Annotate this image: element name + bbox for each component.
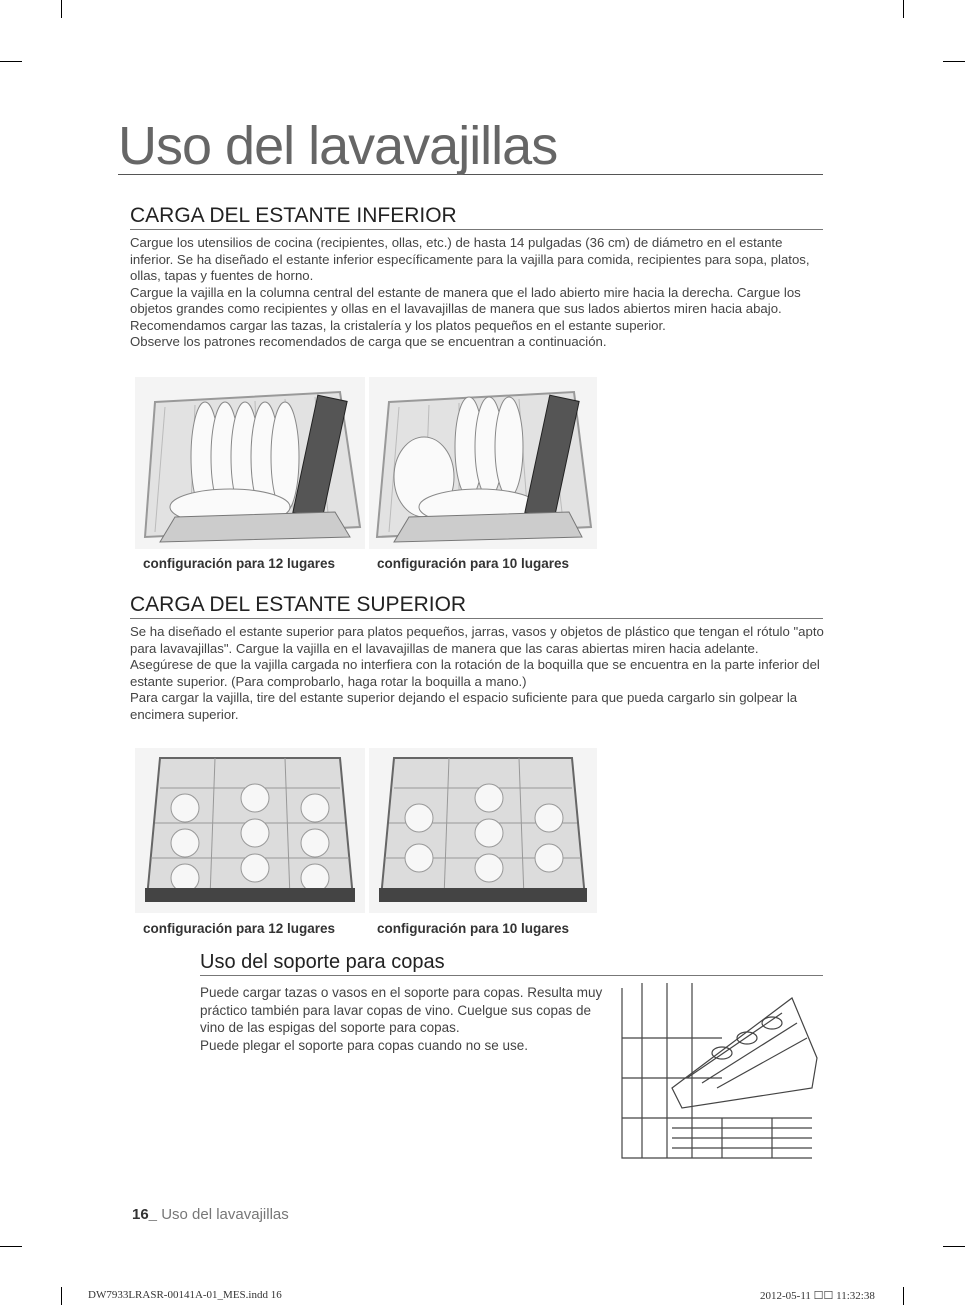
lower-rack-10-place-photo bbox=[369, 377, 597, 549]
crop-mark bbox=[903, 0, 904, 18]
upper-rack-12-place-caption: configuración para 12 lugares bbox=[143, 921, 336, 936]
upper-rack-heading: CARGA DEL ESTANTE SUPERIOR bbox=[130, 593, 823, 619]
upper-rack-text bbox=[130, 624, 825, 723]
paragraph: Puede plegar el soporte para copas cuando no se use. bbox=[200, 1037, 528, 1053]
page-number: 16_ bbox=[132, 1206, 158, 1223]
upper-rack-10-place-caption: configuración para 10 lugares bbox=[377, 921, 570, 936]
crop-mark bbox=[943, 61, 965, 62]
page-footer bbox=[132, 1206, 289, 1223]
crop-mark bbox=[61, 0, 62, 18]
paragraph: Se ha diseñado el estante superior para platos pequeños, jarras, vasos y objetos de plástico que tengan el rótulo "apto para lavavajillas". Cargue la vajilla en el lavavajillas de manera que las caras abiertas miren hacia adelante. bbox=[130, 624, 824, 656]
lower-rack-12-place-caption: configuración para 12 lugares bbox=[143, 556, 336, 571]
lower-rack-text bbox=[130, 235, 825, 351]
print-slug-timestamp: 2012-05-11 ☐☐ 11:32:38 bbox=[760, 1290, 875, 1302]
cup-shelf-illustration bbox=[612, 978, 822, 1173]
paragraph: Cargue los utensilios de cocina (recipientes, ollas, etc.) de hasta 14 pulgadas (36 cm) de diámetro en el estante inferior. Se ha diseñado el estante inferior específicamente para la vajilla para comida, recipientes para sopa, platos, ollas, tapas y fuentes de horno. bbox=[130, 235, 810, 283]
print-slug-file: DW7933LRASR-00141A-01_MES.indd 16 bbox=[88, 1289, 282, 1301]
paragraph: Observe los patrones recomendados de carga que se encuentran a continuación. bbox=[130, 334, 607, 349]
crop-mark bbox=[61, 1287, 62, 1305]
paragraph: Para cargar la vajilla, tire del estante superior dejando el espacio suficiente para que pueda cargarlo sin golpear la encimera superior. bbox=[130, 690, 798, 722]
lower-rack-heading: CARGA DEL ESTANTE INFERIOR bbox=[130, 204, 823, 230]
lower-rack-10-place-caption: configuración para 10 lugares bbox=[377, 556, 570, 571]
crop-mark bbox=[943, 1246, 965, 1247]
cup-shelf-text bbox=[200, 984, 605, 1054]
cup-shelf-heading: Uso del soporte para copas bbox=[200, 950, 823, 976]
footer-section: Uso del lavavajillas bbox=[157, 1206, 289, 1223]
crop-mark bbox=[903, 1287, 904, 1305]
crop-mark bbox=[0, 61, 22, 62]
paragraph: Cargue la vajilla en la columna central del estante de manera que el lado abierto mire hacia la derecha. Cargue los objetos grandes como recipientes y ollas en el lavavajillas de manera que sus lados abiertos miren hacia abajo. Recomendamos cargar las tazas, la cristalería y los platos pequeños en el estante superior. bbox=[130, 284, 801, 333]
paragraph: Puede cargar tazas o vasos en el soporte para copas. Resulta muy práctico también para lavar copas de vino. Cuelgue sus copas de vino de las espigas del soporte para copas. bbox=[200, 985, 603, 1035]
upper-rack-10-place-photo bbox=[369, 748, 597, 913]
lower-rack-12-place-photo bbox=[135, 377, 365, 549]
paragraph: Asegúrese de que la vajilla cargada no interfiera con la rotación de la boquilla que se encuentra en la parte inferior del estante superior. (Para comprobarlo, haga rotar la boquilla a mano.) bbox=[130, 657, 820, 689]
crop-mark bbox=[0, 1246, 22, 1247]
page-title: Uso del lavavajillas bbox=[118, 118, 823, 175]
upper-rack-12-place-photo bbox=[135, 748, 365, 913]
